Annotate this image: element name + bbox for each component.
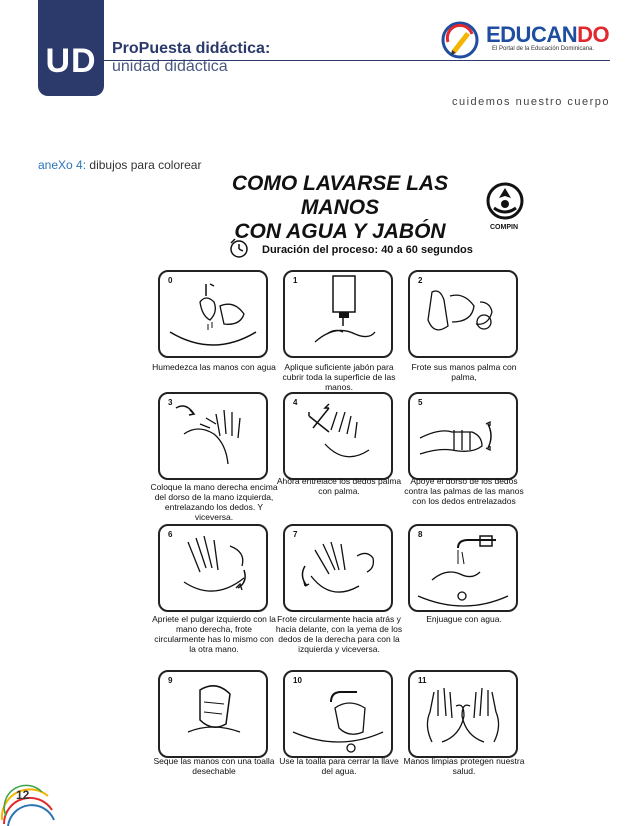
step-4-caption: Ahora entrelace los dedos palma con palma.: [276, 476, 402, 496]
annex-label: aneXo 4:: [38, 158, 87, 172]
unit-badge: [38, 0, 104, 96]
fingertips-icon: [285, 526, 391, 610]
step-number: 11: [418, 676, 427, 685]
logo-tagline: El Portal de la Educación Dominicana.: [492, 46, 595, 52]
step-11-illustration: [408, 670, 518, 758]
step-2-caption: Frote sus manos palma con palma,: [411, 362, 517, 382]
step-11-caption: Manos limpias protegen nuestra salud.: [403, 756, 525, 776]
step-1-caption: Aplique suficiente jabón para cubrir toda la superficie de las manos.: [282, 362, 396, 392]
step-7-illustration: [283, 524, 393, 612]
educando-logo: [440, 20, 610, 60]
logo-accent: DO: [577, 22, 610, 47]
step-6-caption: Apriete el pulgar izquierdo con la mano derecha, frote circularmente has lo mismo con la otra mano.: [152, 614, 276, 654]
step-3-caption: Coloque la mano derecha encima del dorso de la mano izquierda, entrelazando los dedos. Y viceversa.: [150, 482, 278, 522]
section-label: cuidemos nuestro cuerpo: [451, 96, 610, 108]
soap-dispenser-icon: [285, 272, 391, 356]
step-8-illustration: [408, 524, 518, 612]
poster-title: [200, 172, 480, 244]
logo-wordmark: [486, 22, 609, 48]
interlace-back-icon: [160, 394, 266, 478]
dry-hands-icon: [160, 672, 266, 756]
rotate-thumb-icon: [160, 526, 266, 610]
step-2-illustration: [408, 270, 518, 358]
step-0-caption: Humedezca las manos con agua: [152, 362, 276, 372]
step-10-illustration: [283, 670, 393, 758]
wet-hands-icon: [160, 272, 266, 356]
step-8-caption: Enjuague con agua.: [426, 614, 502, 624]
poster-title-line1: COMO LAVARSE LAS MANOS: [231, 172, 449, 219]
step-number: 10: [293, 676, 302, 685]
step-9-caption: Seque las manos con una toalla desechable: [153, 756, 275, 776]
step-number: 4: [293, 398, 298, 407]
unit-badge-label: UD: [45, 42, 97, 80]
step-10-caption: Use la toalla para cerrar la llave del agua.: [279, 756, 399, 776]
clean-hands-icon: [410, 672, 516, 756]
step-number: 5: [418, 398, 423, 407]
proposal-title: ProPuesta didáctica:: [112, 40, 271, 57]
duration-text: Duración del proceso: 40 a 60 segundos: [262, 244, 473, 256]
step-number: 8: [418, 530, 423, 539]
step-7-caption: Frote circularmente hacia atrás y hacia delante, con la yema de los dedos de la derecha para con la izquierda y viceversa.: [275, 614, 403, 654]
compin-label: COMPIN: [490, 224, 518, 231]
step-number: 2: [418, 276, 423, 285]
step-3-illustration: [158, 392, 268, 480]
back-fingers-icon: [410, 394, 516, 478]
close-tap-icon: [285, 672, 391, 756]
step-number: 1: [293, 276, 298, 285]
proposal-subtitle: unidad didáctica: [112, 58, 228, 75]
step-0-illustration: [158, 270, 268, 358]
compin-emblem-icon: [484, 180, 526, 224]
rinse-hands-icon: [410, 526, 516, 610]
annex-text: dibujos para colorear: [89, 158, 202, 172]
rub-palms-icon: [410, 272, 516, 356]
step-1-illustration: [283, 270, 393, 358]
page-number: 12: [16, 788, 30, 802]
step-number: 0: [168, 276, 173, 285]
step-5-illustration: [408, 392, 518, 480]
step-number: 9: [168, 676, 173, 685]
step-4-illustration: [283, 392, 393, 480]
clock-icon: [228, 237, 250, 259]
step-number: 6: [168, 530, 173, 539]
step-number: 3: [168, 398, 173, 407]
step-5-caption: Apoye el dorso de los dedos contra las palmas de las manos con los dedos entrelazados: [404, 476, 524, 506]
step-9-illustration: [158, 670, 268, 758]
pencil-logo-icon: [440, 20, 480, 60]
step-number: 7: [293, 530, 298, 539]
step-6-illustration: [158, 524, 268, 612]
annex-heading: [38, 158, 201, 172]
interlace-palms-icon: [285, 394, 391, 478]
logo-main: EDUCAN: [486, 22, 578, 47]
poster-title-line2: CON AGUA Y JABÓN: [234, 220, 446, 243]
